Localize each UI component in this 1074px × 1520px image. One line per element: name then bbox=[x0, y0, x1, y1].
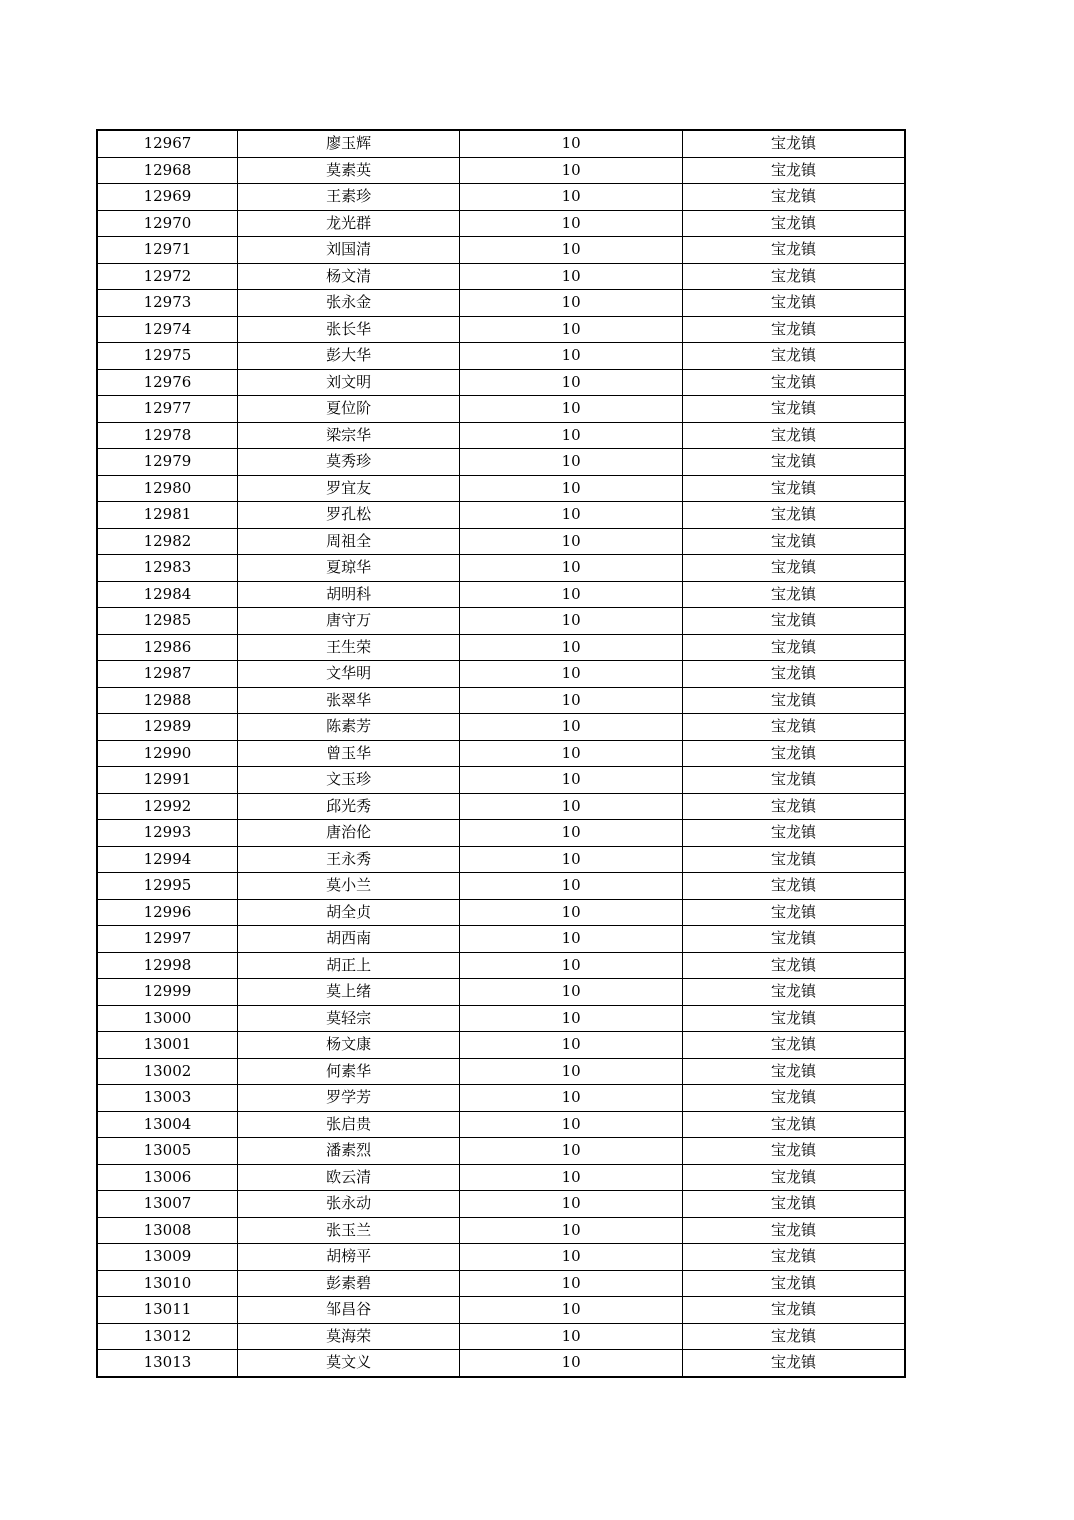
amount-cell: 10 bbox=[460, 157, 683, 184]
table-row bbox=[97, 767, 905, 794]
town-cell: 宝龙镇 bbox=[682, 130, 905, 157]
table-row bbox=[97, 396, 905, 423]
name-cell: 张长华 bbox=[237, 316, 460, 343]
row-number-cell: 12989 bbox=[97, 714, 237, 741]
name-cell: 梁宗华 bbox=[237, 422, 460, 449]
table-row bbox=[97, 1032, 905, 1059]
town-cell: 宝龙镇 bbox=[682, 1244, 905, 1271]
row-number-cell: 12996 bbox=[97, 899, 237, 926]
table-row bbox=[97, 846, 905, 873]
amount-cell: 10 bbox=[460, 130, 683, 157]
table-row bbox=[97, 873, 905, 900]
table-row bbox=[97, 263, 905, 290]
town-cell: 宝龙镇 bbox=[682, 846, 905, 873]
name-cell: 欧云清 bbox=[237, 1164, 460, 1191]
amount-cell: 10 bbox=[460, 343, 683, 370]
table-row bbox=[97, 820, 905, 847]
town-cell: 宝龙镇 bbox=[682, 608, 905, 635]
amount-cell: 10 bbox=[460, 237, 683, 264]
table-row bbox=[97, 184, 905, 211]
table-row bbox=[97, 210, 905, 237]
amount-cell: 10 bbox=[460, 979, 683, 1006]
name-cell: 陈素芳 bbox=[237, 714, 460, 741]
amount-cell: 10 bbox=[460, 1164, 683, 1191]
row-number-cell: 12980 bbox=[97, 475, 237, 502]
table-row bbox=[97, 899, 905, 926]
amount-cell: 10 bbox=[460, 634, 683, 661]
name-cell: 潘素烈 bbox=[237, 1138, 460, 1165]
row-number-cell: 13002 bbox=[97, 1058, 237, 1085]
row-number-cell: 12987 bbox=[97, 661, 237, 688]
amount-cell: 10 bbox=[460, 396, 683, 423]
amount-cell: 10 bbox=[460, 555, 683, 582]
table-row bbox=[97, 661, 905, 688]
name-cell: 张翠华 bbox=[237, 687, 460, 714]
table-row bbox=[97, 343, 905, 370]
row-number-cell: 13003 bbox=[97, 1085, 237, 1112]
town-cell: 宝龙镇 bbox=[682, 237, 905, 264]
amount-cell: 10 bbox=[460, 316, 683, 343]
name-cell: 张启贵 bbox=[237, 1111, 460, 1138]
name-cell: 罗宜友 bbox=[237, 475, 460, 502]
table-row bbox=[97, 1297, 905, 1324]
row-number-cell: 13009 bbox=[97, 1244, 237, 1271]
town-cell: 宝龙镇 bbox=[682, 899, 905, 926]
row-number-cell: 12998 bbox=[97, 952, 237, 979]
amount-cell: 10 bbox=[460, 820, 683, 847]
name-cell: 夏位阶 bbox=[237, 396, 460, 423]
table-row bbox=[97, 926, 905, 953]
name-cell: 莫文义 bbox=[237, 1350, 460, 1377]
table-row bbox=[97, 952, 905, 979]
table-row bbox=[97, 793, 905, 820]
row-number-cell: 12994 bbox=[97, 846, 237, 873]
town-cell: 宝龙镇 bbox=[682, 1270, 905, 1297]
town-cell: 宝龙镇 bbox=[682, 926, 905, 953]
town-cell: 宝龙镇 bbox=[682, 1138, 905, 1165]
amount-cell: 10 bbox=[460, 263, 683, 290]
row-number-cell: 13004 bbox=[97, 1111, 237, 1138]
row-number-cell: 12975 bbox=[97, 343, 237, 370]
row-number-cell: 13000 bbox=[97, 1005, 237, 1032]
town-cell: 宝龙镇 bbox=[682, 369, 905, 396]
name-cell: 莫秀珍 bbox=[237, 449, 460, 476]
amount-cell: 10 bbox=[460, 1111, 683, 1138]
row-number-cell: 12995 bbox=[97, 873, 237, 900]
table-row bbox=[97, 581, 905, 608]
name-cell: 刘文明 bbox=[237, 369, 460, 396]
amount-cell: 10 bbox=[460, 1191, 683, 1218]
amount-cell: 10 bbox=[460, 210, 683, 237]
row-number-cell: 12992 bbox=[97, 793, 237, 820]
row-number-cell: 12979 bbox=[97, 449, 237, 476]
table-row bbox=[97, 1270, 905, 1297]
amount-cell: 10 bbox=[460, 290, 683, 317]
row-number-cell: 12990 bbox=[97, 740, 237, 767]
amount-cell: 10 bbox=[460, 502, 683, 529]
town-cell: 宝龙镇 bbox=[682, 1058, 905, 1085]
town-cell: 宝龙镇 bbox=[682, 767, 905, 794]
name-cell: 周祖全 bbox=[237, 528, 460, 555]
amount-cell: 10 bbox=[460, 581, 683, 608]
town-cell: 宝龙镇 bbox=[682, 157, 905, 184]
amount-cell: 10 bbox=[460, 528, 683, 555]
amount-cell: 10 bbox=[460, 1085, 683, 1112]
row-number-cell: 12991 bbox=[97, 767, 237, 794]
table-row bbox=[97, 528, 905, 555]
amount-cell: 10 bbox=[460, 793, 683, 820]
row-number-cell: 13006 bbox=[97, 1164, 237, 1191]
name-cell: 彭大华 bbox=[237, 343, 460, 370]
amount-cell: 10 bbox=[460, 767, 683, 794]
table-row bbox=[97, 1085, 905, 1112]
table-row bbox=[97, 475, 905, 502]
name-cell: 唐治伦 bbox=[237, 820, 460, 847]
name-cell: 张永金 bbox=[237, 290, 460, 317]
table-row bbox=[97, 979, 905, 1006]
amount-cell: 10 bbox=[460, 184, 683, 211]
town-cell: 宝龙镇 bbox=[682, 740, 905, 767]
table-row bbox=[97, 1244, 905, 1271]
town-cell: 宝龙镇 bbox=[682, 1032, 905, 1059]
town-cell: 宝龙镇 bbox=[682, 793, 905, 820]
name-cell: 王生荣 bbox=[237, 634, 460, 661]
amount-cell: 10 bbox=[460, 475, 683, 502]
table-row bbox=[97, 130, 905, 157]
row-number-cell: 13001 bbox=[97, 1032, 237, 1059]
amount-cell: 10 bbox=[460, 1323, 683, 1350]
name-cell: 唐守万 bbox=[237, 608, 460, 635]
town-cell: 宝龙镇 bbox=[682, 502, 905, 529]
row-number-cell: 12973 bbox=[97, 290, 237, 317]
row-number-cell: 12984 bbox=[97, 581, 237, 608]
town-cell: 宝龙镇 bbox=[682, 316, 905, 343]
town-cell: 宝龙镇 bbox=[682, 263, 905, 290]
name-cell: 何素华 bbox=[237, 1058, 460, 1085]
table-row bbox=[97, 237, 905, 264]
data-table bbox=[96, 129, 906, 1378]
town-cell: 宝龙镇 bbox=[682, 210, 905, 237]
name-cell: 彭素碧 bbox=[237, 1270, 460, 1297]
amount-cell: 10 bbox=[460, 1244, 683, 1271]
name-cell: 莫素英 bbox=[237, 157, 460, 184]
town-cell: 宝龙镇 bbox=[682, 714, 905, 741]
amount-cell: 10 bbox=[460, 740, 683, 767]
name-cell: 莫上绪 bbox=[237, 979, 460, 1006]
amount-cell: 10 bbox=[460, 687, 683, 714]
town-cell: 宝龙镇 bbox=[682, 581, 905, 608]
table-row bbox=[97, 1350, 905, 1377]
town-cell: 宝龙镇 bbox=[682, 449, 905, 476]
row-number-cell: 12986 bbox=[97, 634, 237, 661]
name-cell: 夏琼华 bbox=[237, 555, 460, 582]
row-number-cell: 12976 bbox=[97, 369, 237, 396]
table-row bbox=[97, 687, 905, 714]
name-cell: 刘国清 bbox=[237, 237, 460, 264]
table-row bbox=[97, 1005, 905, 1032]
amount-cell: 10 bbox=[460, 1217, 683, 1244]
name-cell: 邹昌谷 bbox=[237, 1297, 460, 1324]
amount-cell: 10 bbox=[460, 846, 683, 873]
row-number-cell: 12978 bbox=[97, 422, 237, 449]
row-number-cell: 12982 bbox=[97, 528, 237, 555]
table-row bbox=[97, 316, 905, 343]
name-cell: 胡明科 bbox=[237, 581, 460, 608]
town-cell: 宝龙镇 bbox=[682, 1297, 905, 1324]
town-cell: 宝龙镇 bbox=[682, 290, 905, 317]
name-cell: 张玉兰 bbox=[237, 1217, 460, 1244]
row-number-cell: 12972 bbox=[97, 263, 237, 290]
name-cell: 杨文康 bbox=[237, 1032, 460, 1059]
table-row bbox=[97, 1323, 905, 1350]
town-cell: 宝龙镇 bbox=[682, 1217, 905, 1244]
table-row bbox=[97, 502, 905, 529]
name-cell: 文华明 bbox=[237, 661, 460, 688]
table-body bbox=[97, 130, 905, 1377]
town-cell: 宝龙镇 bbox=[682, 475, 905, 502]
town-cell: 宝龙镇 bbox=[682, 1191, 905, 1218]
name-cell: 文玉珍 bbox=[237, 767, 460, 794]
name-cell: 胡正上 bbox=[237, 952, 460, 979]
town-cell: 宝龙镇 bbox=[682, 528, 905, 555]
row-number-cell: 13008 bbox=[97, 1217, 237, 1244]
table-row bbox=[97, 1138, 905, 1165]
amount-cell: 10 bbox=[460, 714, 683, 741]
row-number-cell: 12993 bbox=[97, 820, 237, 847]
name-cell: 王素珍 bbox=[237, 184, 460, 211]
row-number-cell: 12969 bbox=[97, 184, 237, 211]
amount-cell: 10 bbox=[460, 608, 683, 635]
name-cell: 曾玉华 bbox=[237, 740, 460, 767]
town-cell: 宝龙镇 bbox=[682, 1323, 905, 1350]
table-row bbox=[97, 714, 905, 741]
row-number-cell: 12970 bbox=[97, 210, 237, 237]
row-number-cell: 13011 bbox=[97, 1297, 237, 1324]
table-row bbox=[97, 1164, 905, 1191]
amount-cell: 10 bbox=[460, 449, 683, 476]
town-cell: 宝龙镇 bbox=[682, 979, 905, 1006]
amount-cell: 10 bbox=[460, 952, 683, 979]
amount-cell: 10 bbox=[460, 1297, 683, 1324]
town-cell: 宝龙镇 bbox=[682, 184, 905, 211]
town-cell: 宝龙镇 bbox=[682, 422, 905, 449]
amount-cell: 10 bbox=[460, 1032, 683, 1059]
table-row bbox=[97, 422, 905, 449]
row-number-cell: 12999 bbox=[97, 979, 237, 1006]
town-cell: 宝龙镇 bbox=[682, 343, 905, 370]
name-cell: 王永秀 bbox=[237, 846, 460, 873]
amount-cell: 10 bbox=[460, 422, 683, 449]
name-cell: 胡榜平 bbox=[237, 1244, 460, 1271]
table-row bbox=[97, 157, 905, 184]
amount-cell: 10 bbox=[460, 1058, 683, 1085]
amount-cell: 10 bbox=[460, 926, 683, 953]
town-cell: 宝龙镇 bbox=[682, 396, 905, 423]
row-number-cell: 12997 bbox=[97, 926, 237, 953]
amount-cell: 10 bbox=[460, 873, 683, 900]
amount-cell: 10 bbox=[460, 899, 683, 926]
name-cell: 廖玉辉 bbox=[237, 130, 460, 157]
name-cell: 胡全贞 bbox=[237, 899, 460, 926]
town-cell: 宝龙镇 bbox=[682, 634, 905, 661]
town-cell: 宝龙镇 bbox=[682, 661, 905, 688]
table-row bbox=[97, 634, 905, 661]
table-row bbox=[97, 449, 905, 476]
town-cell: 宝龙镇 bbox=[682, 687, 905, 714]
table-row bbox=[97, 1058, 905, 1085]
name-cell: 罗学芳 bbox=[237, 1085, 460, 1112]
table-row bbox=[97, 608, 905, 635]
town-cell: 宝龙镇 bbox=[682, 555, 905, 582]
row-number-cell: 13013 bbox=[97, 1350, 237, 1377]
table-row bbox=[97, 1191, 905, 1218]
name-cell: 莫海荣 bbox=[237, 1323, 460, 1350]
town-cell: 宝龙镇 bbox=[682, 1350, 905, 1377]
name-cell: 邱光秀 bbox=[237, 793, 460, 820]
town-cell: 宝龙镇 bbox=[682, 1111, 905, 1138]
town-cell: 宝龙镇 bbox=[682, 873, 905, 900]
name-cell: 莫轻宗 bbox=[237, 1005, 460, 1032]
town-cell: 宝龙镇 bbox=[682, 1164, 905, 1191]
row-number-cell: 12985 bbox=[97, 608, 237, 635]
row-number-cell: 12974 bbox=[97, 316, 237, 343]
town-cell: 宝龙镇 bbox=[682, 820, 905, 847]
amount-cell: 10 bbox=[460, 1270, 683, 1297]
row-number-cell: 13010 bbox=[97, 1270, 237, 1297]
row-number-cell: 12983 bbox=[97, 555, 237, 582]
row-number-cell: 12981 bbox=[97, 502, 237, 529]
row-number-cell: 12971 bbox=[97, 237, 237, 264]
amount-cell: 10 bbox=[460, 661, 683, 688]
name-cell: 罗孔松 bbox=[237, 502, 460, 529]
name-cell: 莫小兰 bbox=[237, 873, 460, 900]
amount-cell: 10 bbox=[460, 1138, 683, 1165]
row-number-cell: 13007 bbox=[97, 1191, 237, 1218]
town-cell: 宝龙镇 bbox=[682, 1005, 905, 1032]
amount-cell: 10 bbox=[460, 369, 683, 396]
table-row bbox=[97, 1217, 905, 1244]
row-number-cell: 12988 bbox=[97, 687, 237, 714]
name-cell: 胡西南 bbox=[237, 926, 460, 953]
table-row bbox=[97, 369, 905, 396]
table-row bbox=[97, 290, 905, 317]
row-number-cell: 12977 bbox=[97, 396, 237, 423]
row-number-cell: 12968 bbox=[97, 157, 237, 184]
row-number-cell: 12967 bbox=[97, 130, 237, 157]
name-cell: 龙光群 bbox=[237, 210, 460, 237]
table-row bbox=[97, 1111, 905, 1138]
table-row bbox=[97, 555, 905, 582]
amount-cell: 10 bbox=[460, 1005, 683, 1032]
town-cell: 宝龙镇 bbox=[682, 1085, 905, 1112]
name-cell: 张永动 bbox=[237, 1191, 460, 1218]
table-row bbox=[97, 740, 905, 767]
row-number-cell: 13005 bbox=[97, 1138, 237, 1165]
name-cell: 杨文清 bbox=[237, 263, 460, 290]
row-number-cell: 13012 bbox=[97, 1323, 237, 1350]
amount-cell: 10 bbox=[460, 1350, 683, 1377]
town-cell: 宝龙镇 bbox=[682, 952, 905, 979]
